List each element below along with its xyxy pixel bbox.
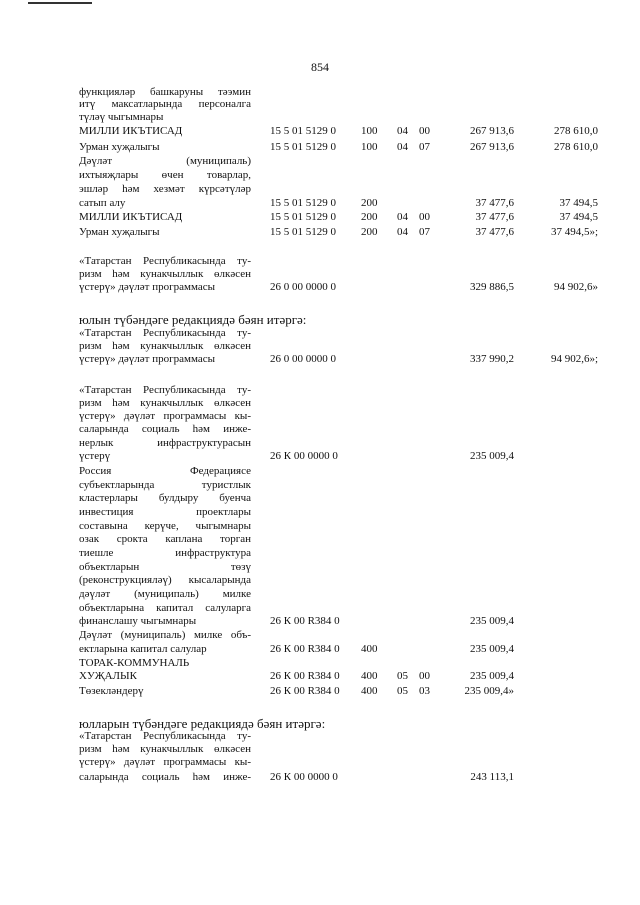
row-vr: 400 (361, 643, 378, 655)
table-row (0, 197, 640, 210)
table-row (0, 111, 640, 124)
row-description: ихтыяҗлары өчен товарлар, (79, 169, 251, 181)
table-row (0, 547, 640, 560)
row-vr: 200 (361, 197, 378, 209)
row-pr: 07 (419, 226, 430, 238)
row-v1: 235 009,4 (470, 450, 514, 462)
row-pr: 07 (419, 141, 430, 153)
row-description: финанслашу чыгымнары (79, 615, 197, 627)
row-description: кластерлары булдыру буенча (79, 492, 251, 504)
row-description: ектларына капитал салулар (79, 643, 207, 655)
row-v1: 267 913,6 (470, 141, 514, 153)
table-row (0, 743, 640, 756)
row-rz: 05 (397, 685, 408, 697)
table-row (0, 353, 640, 366)
table-row (0, 183, 640, 196)
row-code: 15 5 01 5129 0 (270, 197, 336, 209)
row-v1: 235 009,4» (464, 685, 514, 697)
table-row (0, 615, 640, 628)
row-description: ризм һәм кунакчыллык өлкәсен (79, 268, 251, 280)
row-description: объектларына капитал салуларга (79, 602, 251, 614)
page-number: 854 (311, 60, 329, 74)
row-rz: 04 (397, 226, 408, 238)
table-row (0, 155, 640, 168)
corner-mark (28, 2, 92, 4)
section-heading: юлын түбәндәге редакциядә бәян итәргә: (79, 312, 307, 327)
table-row (0, 255, 640, 268)
table-row (0, 602, 640, 615)
table-row (0, 670, 640, 683)
section-heading: юлларын түбәндәге редакциядә бәян итәргә: (79, 716, 326, 731)
table-row (0, 340, 640, 353)
row-description: саларында социаль һәм инже- (79, 423, 251, 435)
table-row (0, 520, 640, 533)
row-rz: 04 (397, 125, 408, 137)
row-code: 26 К 00 R384 0 (270, 670, 340, 682)
row-description: Дәүләт (муниципаль) милке объ- (79, 629, 251, 641)
row-description: функцияләр башкаруны тәэмин (79, 86, 251, 98)
row-pr: 00 (419, 125, 430, 137)
table-row (0, 465, 640, 478)
row-v1: 235 009,4 (470, 643, 514, 655)
row-description: субъектларында туристлык (79, 479, 251, 491)
row-vr: 100 (361, 125, 378, 137)
table-row (0, 730, 640, 743)
row-description: ТОРАК-КОММУНАЛЬ (79, 657, 190, 669)
table-row (0, 643, 640, 656)
row-code: 26 К 00 0000 0 (270, 450, 338, 462)
row-v1: 37 477,6 (475, 226, 514, 238)
row-v1: 235 009,4 (470, 670, 514, 682)
row-description: «Татарстан Республикасында ту- (79, 384, 251, 396)
table-row (0, 629, 640, 642)
row-description: ризм һәм кунакчыллык өлкәсен (79, 397, 251, 409)
row-rz: 04 (397, 211, 408, 223)
row-vr: 200 (361, 226, 378, 238)
row-pr: 03 (419, 685, 430, 697)
row-code: 26 0 00 0000 0 (270, 353, 336, 365)
table-row (0, 561, 640, 574)
table-row (0, 533, 640, 546)
row-vr: 400 (361, 685, 378, 697)
table-row (0, 125, 640, 138)
row-pr: 00 (419, 211, 430, 223)
row-description: үстерү (79, 450, 111, 462)
table-row (0, 437, 640, 450)
row-v2: 94 902,6»; (550, 353, 598, 365)
row-v2: 278 610,0 (554, 125, 598, 137)
row-description: озак срокта каплана торган (79, 533, 251, 545)
table-row (0, 226, 640, 239)
table-row (0, 574, 640, 587)
row-v1: 37 477,6 (475, 197, 514, 209)
table-row (0, 211, 640, 224)
table-row (0, 98, 640, 111)
table-row (0, 492, 640, 505)
table-row (0, 423, 640, 436)
row-v2: 37 494,5 (559, 211, 598, 223)
row-description: тиешле инфраструктура (79, 547, 251, 559)
row-v2: 37 494,5»; (550, 226, 598, 238)
row-description: составына керүче, чыгымнары (79, 520, 251, 532)
row-description: МИЛЛИ ИКЪТИСАД (79, 211, 183, 223)
row-vr: 200 (361, 211, 378, 223)
table-row (0, 327, 640, 340)
row-description: дәүләт (муниципаль) милке (79, 588, 251, 600)
row-description: Төзекләндерү (79, 685, 144, 697)
row-description: Россия Федерациясе (79, 465, 251, 477)
row-code: 26 К 00 R384 0 (270, 685, 340, 697)
row-description: «Татарстан Республикасында ту- (79, 730, 251, 742)
row-code: 15 5 01 5129 0 (270, 125, 336, 137)
row-description: «Татарстан Республикасында ту- (79, 255, 251, 267)
row-description: саларында социаль һәм инже- (79, 771, 251, 783)
table-row (0, 506, 640, 519)
table-row (0, 588, 640, 601)
row-description: Урман хуҗалыгы (79, 226, 160, 238)
row-description: үстерү» дәүләт программасы (79, 353, 216, 365)
row-code: 26 К 00 0000 0 (270, 771, 338, 783)
row-description: инвестиция проектлары (79, 506, 251, 518)
row-code: 15 5 01 5129 0 (270, 211, 336, 223)
table-row (0, 657, 640, 670)
row-description: «Татарстан Республикасында ту- (79, 327, 251, 339)
row-vr: 100 (361, 141, 378, 153)
table-row (0, 479, 640, 492)
row-description: ХУҖАЛЫК (79, 670, 137, 682)
row-v2: 278 610,0 (554, 141, 598, 153)
row-v2: 94 902,6» (554, 281, 598, 293)
row-v1: 235 009,4 (470, 615, 514, 627)
table-row (0, 685, 640, 698)
row-code: 15 5 01 5129 0 (270, 226, 336, 238)
row-v1: 329 886,5 (470, 281, 514, 293)
row-code: 26 К 00 R384 0 (270, 643, 340, 655)
row-description: түләү чыгымнары (79, 111, 164, 123)
table-row (0, 141, 640, 154)
row-v1: 337 990,2 (470, 353, 514, 365)
table-row (0, 169, 640, 182)
row-description: МИЛЛИ ИКЪТИСАД (79, 125, 183, 137)
row-v1: 37 477,6 (475, 211, 514, 223)
row-vr: 400 (361, 670, 378, 682)
row-description: ризм һәм кунакчыллык өлкәсен (79, 743, 251, 755)
table-row (0, 756, 640, 769)
row-v1: 243 113,1 (470, 771, 514, 783)
row-description: эшләр һәм хезмәт күрсәтүләр (79, 183, 251, 195)
table-row (0, 268, 640, 281)
table-row (0, 384, 640, 397)
row-v2: 37 494,5 (559, 197, 598, 209)
row-description: нерлык инфраструктурасын (79, 437, 251, 449)
row-description: Урман хуҗалыгы (79, 141, 160, 153)
row-v1: 267 913,6 (470, 125, 514, 137)
table-row (0, 450, 640, 463)
row-description: үстерү» дәүләт программасы (79, 281, 216, 293)
row-code: 26 К 00 R384 0 (270, 615, 340, 627)
row-rz: 04 (397, 141, 408, 153)
row-rz: 05 (397, 670, 408, 682)
row-description: итү максатларында персоналга (79, 98, 251, 110)
row-code: 15 5 01 5129 0 (270, 141, 336, 153)
row-description: объектларын төзү (79, 561, 251, 573)
table-row (0, 410, 640, 423)
row-code: 26 0 00 0000 0 (270, 281, 336, 293)
row-description: үстерү» дәүләт программасы кы- (79, 410, 251, 422)
table-row (0, 397, 640, 410)
row-description: Дәүләт (муниципаль) (79, 155, 251, 167)
row-description: (реконструкцияләү) кысаларында (79, 574, 251, 586)
row-description: ризм һәм кунакчыллык өлкәсен (79, 340, 251, 352)
row-description: үстерү» дәүләт программасы кы- (79, 756, 251, 768)
table-row (0, 281, 640, 294)
row-pr: 00 (419, 670, 430, 682)
table-row (0, 771, 640, 784)
row-description: сатып алу (79, 197, 126, 209)
